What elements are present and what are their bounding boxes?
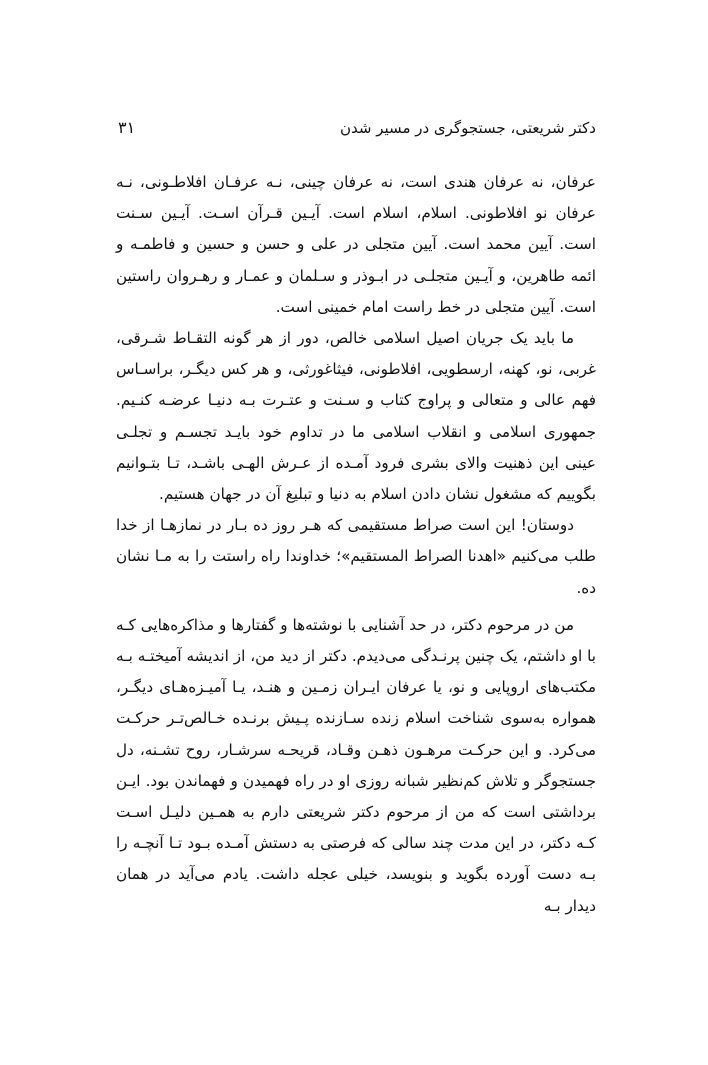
page-number: ۳۱	[118, 118, 136, 137]
paragraph-1: عرفان، نه عرفان هندی است، نه عرفان چینی، نـه عرفـان افلاطـونی، نـه عرفان نو افلاطونی. اسلام، اسلام است. آیـین قـرآن اسـت. آیـین سـنت است. آیین محمد است. آیین متجلی در علی و حسن و حسین و فاطمـه و ائمه طاهرین، و آیـین متجلـی در ابـوذر و سـلمان و عمـار و رهـروان راستین است. آیین متجلی در خط راست امام خمینی است.	[116, 173, 596, 316]
paragraph-2: ما باید یک جریان اصیل اسلامی خالص، دور از هر گونه التقـاط شـرقی، غربی، نو، کهنه، ارسطویی، افلاطونی، فیثاغورثی، و هر کس دیگـر، براسـاس فهم عالی و متعالی و پراوج کتاب و سـنت و عتـرت بـه دنیـا عرضـه کنـیم. جمهوری اسلامی و انقلاب اسلامی ما در تداوم خود بایـد تجسـم و تجلـی عینی این ذهنیت والای بشری فرود آمـده از عـرش الهـی باشـد، تـا بتـوانیم بگوییم که مشغول نشان دادن اسلام به دنیا و تبلیغ آن در جهان هستیم.	[116, 329, 596, 504]
paragraph-4: من در مرحوم دکتر، در حد آشنایی با نوشته‌ها و گفتارها و مذاکره‌هایی کـه با او داشتم، یک چنین پرنـدگی می‌دیدم. دکتر از دید من، از اندیشه آمیختـه بـه مکتب‌های اروپایی و نو، یا عرفان ایـران زمـین و هنـد، یـا آمیـزه‌هـای دیگـر، همواره به‌سوی شناخت اسلام زنده سـازنده پـیش برنـده خـالص‌تـر حرکـت می‌کرد. و این حرکـت مرهـون ذهـن وقـاد، قریحـه سرشـار، روح تشـنه، دل جستجوگر و تلاش کم‌نظیر شبانه روزی او در راه فهمیدن و فهماندن بود. ایـن برداشتی است که من از مرحوم دکتر شریعتی دارم به همـین دلیـل اسـت کـه دکتر، در این مدت چند سالی که فرصتی به دستش آمـده بـود تـا آنچـه را بـه دست آورده بگوید و بنویسد، خیلی عجله داشت. یادم می‌آید در همان دیدار بـه	[116, 615, 596, 915]
paragraph-3: دوستان! این است صراط مستقیمی که هـر روز ده بـار در نمازهـا از خدا طلب می‌کنیم «اهدنا الصراط المستقیم»؛ خداوندا راه راستت را به مـا نشان ده.	[116, 516, 596, 597]
header-title: دکتر شریعتی، جستجوگری در مسیر شدن	[340, 119, 596, 137]
body-text	[116, 167, 596, 922]
running-header	[118, 113, 596, 143]
